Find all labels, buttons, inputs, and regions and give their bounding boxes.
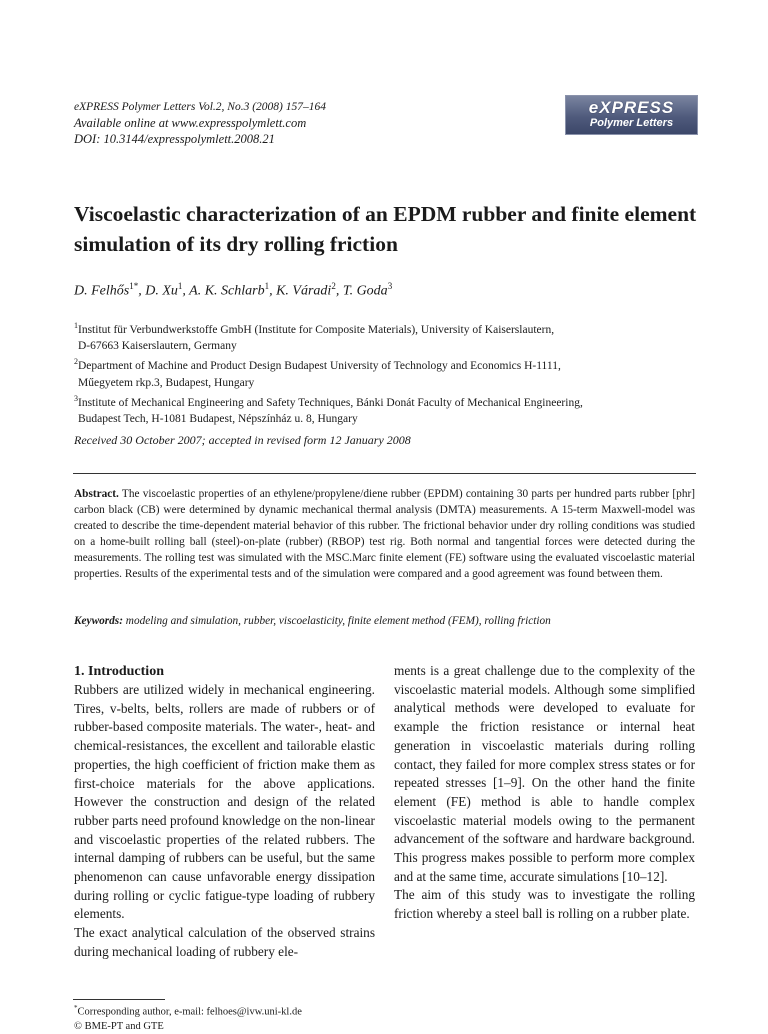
footnote-marker: * (74, 1004, 78, 1012)
journal-citation: eXPRESS Polymer Letters Vol.2, No.3 (2008) 157–164 (74, 101, 327, 113)
affiliation-line (74, 391, 694, 411)
author-name: D. Felhős (74, 283, 130, 299)
paragraph: The exact analytical calculation of the observed strains during mechanical loading of rubbery ele- (74, 925, 375, 959)
author-separator: , (335, 283, 343, 299)
author-affiliation-marker: 1 (177, 281, 183, 291)
author-name: D. Xu (145, 283, 178, 299)
footnote (74, 1001, 302, 1034)
logo-express-text: eXPRESS (588, 98, 675, 117)
affiliation-line (74, 318, 694, 338)
body-column-left (74, 662, 375, 962)
affiliation-marker: 1 (74, 321, 78, 330)
affiliation-text: Institute of Mechanical Engineering and Safety Techniques, Bánki Donát Faculty of Mechanical Engineering, (78, 396, 583, 409)
abstract (74, 486, 695, 583)
affiliation-marker: 3 (74, 393, 78, 403)
journal-doi: DOI: 10.3144/expresspolymlett.2008.21 (74, 132, 275, 146)
affiliation-address: D-67663 Kaiserslautern, Germany (78, 340, 237, 353)
author-separator: , (182, 283, 190, 299)
section-heading: 1. Introduction (74, 664, 164, 679)
paragraph: Rubbers are utilized widely in mechanical engineering. Tires, v-belts, belts, rollers are made of rubbers or of rubber-based composite materials. The water-, heat- and chemical-resistances, the excellent and tailorable elastic properties, the high coefficient of friction make them as first-choice materials for the above applications. However the construction and design of the related rubber parts need profound knowledge on the non-linear and viscoelastic properties of the related rubbers. The internal damping of rubbers can be useful, but the same phenomenon can cause unfavorable energy dissipation during rolling or cyclic fatigue-type loading of rubbery elements. (74, 682, 375, 922)
author-affiliation-marker: 1* (129, 281, 139, 291)
affiliation-address: Budapest Tech, H-1081 Budapest, Népszínház u. 8, Hungary (78, 412, 358, 425)
logo-subtitle-text: Polymer Letters (589, 117, 674, 129)
affiliation-address: Műegyetem rkp.3, Budapest, Hungary (78, 376, 255, 389)
keywords-text: modeling and simulation, rubber, viscoelasticity, finite element method (FEM), rolling friction (125, 615, 551, 627)
affiliations (74, 318, 694, 427)
abstract-text: The viscoelastic properties of an ethylene/propylene/diene rubber (EPDM) containing 30 parts per hundred parts rubber [phr] carbon black (CB) were determined by dynamic mechanical thermal analysis (DMTA) measurements. A 15-term Maxwell-model was created to describe the time-dependent material behavior of this rubber. The frictional behavior under dry rolling conditions was studied on a home-built rolling ball (steel)-on-plate (rubber) (RBOP) test rig. Both normal and tangential forces were detected during the measurements. The rolling test was simulated with the MSC.Marc finite element (FE) software using the evaluated viscoelastic material properties. Results of the experimental tests and of the simulation were compared and a good agreement was found between them. (74, 488, 695, 581)
author-list (74, 281, 392, 300)
author-separator: , (269, 283, 277, 299)
affiliation-marker: 2 (74, 357, 78, 367)
corresponding-author-text: Corresponding author, e-mail: felhoes@ivw.uni-kl.de (77, 1006, 302, 1018)
affiliation-line (74, 354, 694, 374)
affiliation-text: Department of Machine and Product Design Budapest University of Technology and Economics H-1111, (78, 360, 561, 373)
author-affiliation-marker: 3 (387, 281, 393, 291)
footnote-divider (73, 999, 165, 1000)
journal-info (74, 99, 326, 147)
author-affiliation-marker: 1 (264, 281, 270, 291)
copyright-note: © BME-PT and GTE (74, 1020, 164, 1032)
author-name: A. K. Schlarb (189, 283, 265, 299)
paragraph: ments is a great challenge due to the complexity of the viscoelastic material models. Although some simplified analytical methods were developed to evaluate for example the friction resistance or internal heat generation in viscoelastic materials during rolling contact, they failed for more complex stress states or for repeated stresses [1–9]. On the other hand the finite element (FE) method is able to handle complex viscoelastic material models owing to the permanent advancement of the software and hardware background. This progress makes possible to perform more complex and at the same time, accurate simulations [10–12]. (394, 663, 695, 884)
affiliation-text: Institut für Verbundwerkstoffe GmbH (Institute for Composite Materials), University of Kaiserslautern, (78, 323, 555, 336)
journal-website: Available online at www.expresspolymlett.com (74, 116, 307, 130)
body-column-right (394, 662, 695, 924)
author-affiliation-marker: 2 (331, 281, 336, 291)
paragraph: The aim of this study was to investigate the rolling friction whereby a steel ball is rolling on a rubber plate. (394, 887, 695, 922)
author-separator: , (138, 283, 146, 299)
keywords-label: Keywords: (74, 615, 123, 627)
abstract-divider (73, 473, 696, 474)
corresponding-author-note (74, 1001, 302, 1020)
abstract-label: Abstract. (74, 488, 119, 500)
received-date: Received 30 October 2007; accepted in revised form 12 January 2008 (74, 433, 411, 447)
author-name: K. Váradi (276, 283, 332, 299)
paper-title: Viscoelastic characterization of an EPDM rubber and finite element simulation of its dry rolling friction (74, 202, 697, 256)
journal-logo (565, 95, 698, 135)
keywords (74, 615, 695, 627)
author-name: T. Goda (342, 283, 388, 299)
